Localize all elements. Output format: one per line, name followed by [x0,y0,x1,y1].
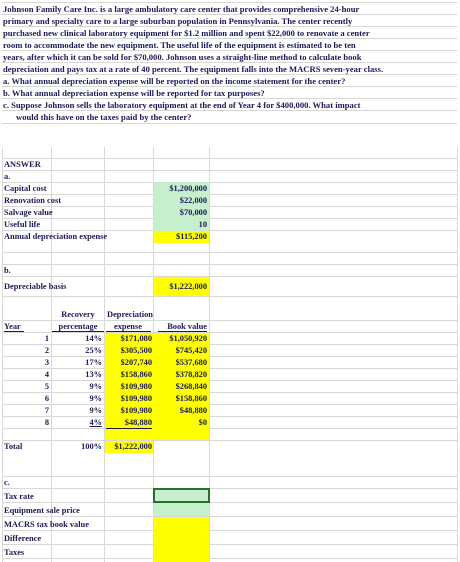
recovery-pct-cell[interactable]: 25% [85,346,102,355]
question-line: a. What annual depreciation expense will be reported on the income statement for the center? [2,74,457,87]
depreciation-header-top: Depreciation [107,310,153,319]
question-line: would this have on the taxes paid by the center? [2,110,457,124]
useful-life-value[interactable]: 10 [198,220,207,229]
useful-life-label: Useful life [4,220,41,229]
dep-expense-cell[interactable]: $207,740 [120,358,152,367]
book-value-cell[interactable]: $0 [198,418,207,427]
dep-expense-cell[interactable]: $48,880 [124,418,152,427]
output-cells [154,517,209,562]
dep-expense-cell[interactable]: $305,500 [120,346,152,355]
capital-cost-label: Capital cost [4,184,47,193]
dep-expense-cell[interactable]: $109,980 [120,406,152,415]
year-cell[interactable]: 1 [44,334,49,343]
part-c-label: c. [4,478,10,487]
question-line: years, after which it can be sold for $70,000. Johnson uses a straight-line method to calculate book [2,50,457,63]
renovation-cost-label: Renovation cost [4,196,61,205]
part-a-label: a. [4,172,11,181]
year-cell[interactable]: 6 [44,394,49,403]
book-value-cell[interactable]: $1,050,920 [169,334,207,343]
annual-depreciation-label: Annual depreciation expense [4,232,108,241]
salvage-value-label: Salvage value [4,208,53,217]
year-cell[interactable]: 2 [44,346,49,355]
salvage-value-value[interactable]: $70,000 [179,208,207,217]
year-cell[interactable]: 3 [44,358,49,367]
answer-title: ANSWER [4,160,41,169]
depreciable-basis-value[interactable]: $1,222,000 [169,282,207,291]
question-line: room to accommodate the new equipment. The useful life of the equipment is estimated to be ten [2,38,457,51]
year-header: Year [4,322,21,331]
recovery-pct-cell[interactable]: 14% [85,334,102,343]
book-value-cell[interactable]: $158,860 [175,394,207,403]
book-value-cell[interactable]: $268,840 [175,382,207,391]
capital-cost-value[interactable]: $1,200,000 [169,184,207,193]
year-cell[interactable]: 8 [44,418,49,427]
question-line: c. Suppose Johnson sells the laboratory equipment at the end of Year 4 for $400,000. What impact [2,98,457,111]
recovery-header-top: Recovery [61,310,95,319]
question-line: b. What annual depreciation expense will be reported for tax purposes? [2,86,457,99]
depreciation-header-bottom: expense [114,322,142,331]
recovery-pct-cell[interactable]: 9% [89,394,102,403]
recovery-pct-cell[interactable]: 9% [89,382,102,391]
question-line: primary and specialty care to a large suburban population in Pennsylvania. The center recently [2,14,457,27]
annual-depreciation-value[interactable]: $115,200 [176,232,207,241]
book-value-cell[interactable]: $537,680 [175,358,207,367]
macrs-book-value-label: MACRS tax book value [4,520,89,529]
year-cell[interactable]: 7 [44,406,49,415]
question-line: depreciation and pays tax at a rate of 40 percent. The equipment falls into the MACRS seven-year class. [2,62,457,75]
renovation-cost-value[interactable]: $22,000 [179,196,207,205]
question-line: Johnson Family Care Inc. is a large ambulatory care center that provides comprehensive 24-hour [2,2,457,15]
dep-expense-cell[interactable]: $109,980 [120,394,152,403]
dep-expense-cell[interactable]: $171,080 [120,334,152,343]
total-label: Total [4,442,23,451]
recovery-pct-cell[interactable]: 9% [89,406,102,415]
part-b-label: b. [4,266,11,275]
question-line: purchased new clinical laboratory equipment for $1.2 million and spent $22,000 to renovate a center [2,26,457,39]
year-cell[interactable]: 5 [44,382,49,391]
sale-price-label: Equipment sale price [4,506,80,515]
tax-rate-label: Tax rate [4,492,34,501]
depreciable-basis-label: Depreciable basis [4,282,67,291]
recovery-pct-cell[interactable]: 13% [85,370,102,379]
book-value-cell[interactable]: $745,420 [175,346,207,355]
year-cell[interactable]: 4 [44,370,49,379]
total-pct[interactable]: 100% [81,442,102,451]
book-value-cell[interactable]: $378,820 [175,370,207,379]
book-value-cell[interactable]: $48,880 [179,406,207,415]
recovery-header-bottom: percentage [58,322,98,331]
total-dep-expense[interactable]: $1,222,000 [114,442,152,451]
selected-cell[interactable] [153,488,210,503]
dep-expense-cell[interactable]: $158,860 [120,370,152,379]
dep-expense-cell[interactable]: $109,980 [120,382,152,391]
recovery-pct-cell[interactable]: 17% [85,358,102,367]
taxes-label: Taxes [4,548,25,557]
difference-label: Difference [4,534,42,543]
recovery-pct-cell[interactable]: 4% [89,418,102,427]
book-value-header: Book value [167,322,207,331]
